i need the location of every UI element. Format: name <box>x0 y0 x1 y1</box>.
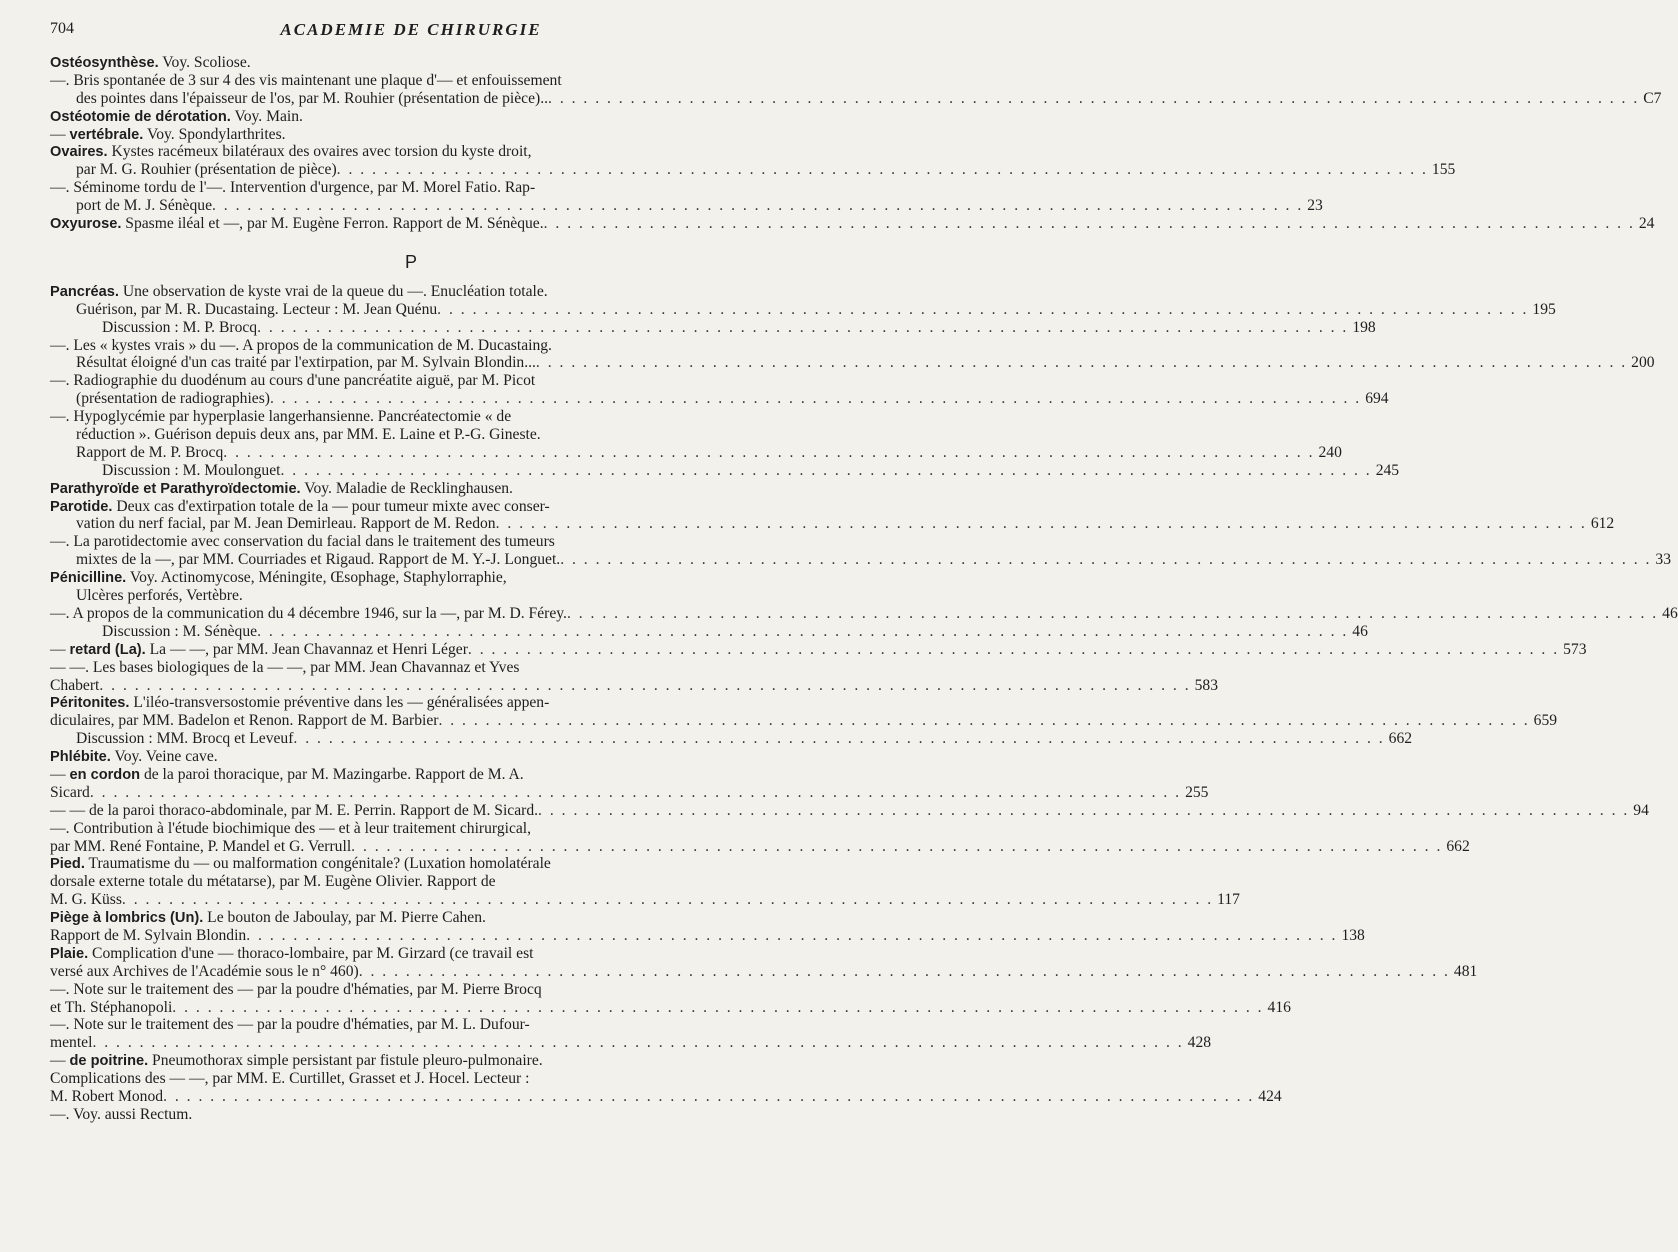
entry-text: diculaires, par MM. Badelon et Renon. Rapport de M. Barbier <box>50 712 439 730</box>
entry-text: Discussion : M. Sénèque <box>102 622 258 640</box>
page-reference: 138 <box>1341 926 1365 944</box>
index-line <box>50 72 772 90</box>
index-line <box>50 748 772 766</box>
page-reference: 694 <box>1365 390 1389 408</box>
entry-text: Chabert <box>50 676 100 694</box>
entry-text: Voy. Maladie de Recklinghausen. <box>300 479 513 497</box>
entry-headword: Parathyroïde et Parathyroïdectomie. <box>50 480 301 497</box>
entry-text: — —. Les bases biologiques de la — —, par MM. Jean Chavannaz et Yves <box>50 658 520 676</box>
index-line <box>50 126 772 144</box>
entry-text: Discussion : M. Moulonguet <box>102 461 281 479</box>
dot-leader <box>337 161 1428 179</box>
index-line <box>76 426 772 444</box>
index-line <box>50 1070 772 1088</box>
page-reference: 612 <box>1590 515 1615 533</box>
entry-text: Voy. Veine cave. <box>110 748 218 766</box>
dot-leader <box>122 891 1213 909</box>
entry-text: par MM. René Fontaine, P. Mandel et G. Verrull <box>50 837 352 855</box>
index-line <box>50 179 772 197</box>
index-line <box>76 443 1342 462</box>
entry-text: — — de la paroi thoraco-abdominale, par M. E. Perrin. Rapport de M. Sicard. <box>50 801 539 819</box>
index-line <box>50 962 1478 981</box>
entry-headword: de poitrine. <box>69 1053 149 1070</box>
entry-text: de la paroi thoracique, par M. Mazingarbe. Rapport de M. A. <box>140 765 524 783</box>
index-line <box>50 873 772 891</box>
index-line <box>50 1034 1212 1052</box>
page-reference: 481 <box>1453 962 1478 980</box>
dot-leader <box>270 390 1361 408</box>
index-line <box>50 498 772 516</box>
entry-text: —. Note sur le traitement des — par la poudre d'hématies, par M. L. Dufour- <box>50 1016 530 1034</box>
entry-text: par M. G. Rouhier (présentation de pièce) <box>76 161 337 179</box>
entry-headword: Ostéotomie de dérotation. <box>50 108 231 125</box>
entry-text: M. G. Küss <box>50 891 122 909</box>
index-line <box>50 855 772 873</box>
index-line <box>50 215 1655 233</box>
entry-text: —. Note sur le traitement des — par la poudre d'hématies, par M. Pierre Brocq <box>50 980 542 998</box>
index-line <box>50 283 772 301</box>
entry-text: mixtes de la —, par MM. Courriades et Rigaud. Rapport de M. Y.-J. Longuet. <box>76 551 561 569</box>
page-reference: 662 <box>1446 837 1470 855</box>
dot-leader <box>560 551 1651 569</box>
dot-leader <box>163 1088 1254 1106</box>
index-column <box>50 54 1678 1124</box>
entry-headword: Pied. <box>50 856 85 873</box>
entry-headword: Plaie. <box>50 945 89 962</box>
entry-text: port de M. J. Sénèque <box>76 197 212 215</box>
entry-headword: vertébrale. <box>69 126 144 143</box>
index-line <box>50 640 1587 659</box>
entry-text: réduction ». Guérison depuis deux ans, par MM. E. Laine et P.-G. Gineste. <box>76 426 541 444</box>
entry-text: Rapport de M. Sylvain Blondin <box>50 926 247 944</box>
index-line <box>76 551 1672 569</box>
entry-text: Kystes racémeux bilatéraux des ovaires avec torsion du kyste droit, <box>107 143 532 161</box>
dash-prefix: — <box>50 1052 70 1070</box>
index-line <box>50 891 1240 909</box>
entry-text: —. Séminome tordu de l'—. Intervention d'urgence, par M. Morel Fatio. Rap- <box>50 179 536 197</box>
entry-headword: Ostéosynthèse. <box>50 55 159 71</box>
entry-text: Voy. Actinomycose, Méningite, Œsophage, Staphylorraphie, <box>126 569 507 587</box>
entry-text: La — —, par MM. Jean Chavannaz et Henri Léger <box>145 640 468 658</box>
page-reference: 659 <box>1533 712 1558 730</box>
page-reference: 240 <box>1318 443 1342 461</box>
entry-text: Résultat éloigné d'un cas traité par l'extirpation, par M. Sylvain Blondin... <box>76 354 536 372</box>
index-line <box>50 712 1558 730</box>
index-line <box>50 1106 772 1124</box>
page-reference: 416 <box>1267 998 1291 1016</box>
entry-text: Discussion : M. P. Brocq <box>102 318 258 336</box>
entry-text: L'iléo-transversostomie préventive dans les — généralisées appen- <box>129 694 550 712</box>
entry-text: Voy. Scoliose. <box>158 54 251 71</box>
index-line <box>50 837 1470 856</box>
index-line <box>50 820 772 838</box>
dot-leader <box>438 712 1529 730</box>
dot-leader <box>538 802 1629 820</box>
dot-leader <box>548 90 1639 108</box>
dot-leader <box>99 677 1190 695</box>
dot-leader <box>468 641 1559 659</box>
dot-leader <box>172 999 1263 1017</box>
index-line <box>50 766 772 784</box>
entry-text: —. Bris spontanée de 3 sur 4 des vis maintenant une plaque d'— et enfouissement <box>50 71 562 89</box>
entry-text: M. Robert Monod <box>50 1087 164 1105</box>
index-line <box>102 318 1376 337</box>
dot-leader <box>246 927 1337 945</box>
page-reference: 573 <box>1563 640 1587 658</box>
index-line <box>50 694 772 712</box>
index-line <box>50 143 772 161</box>
index-line <box>50 945 772 963</box>
dot-leader <box>92 1034 1183 1052</box>
index-line <box>50 801 1649 820</box>
entry-text: vation du nerf facial, par M. Jean Demirleau. Rapport de M. Redon <box>76 515 496 533</box>
page-reference: 94 <box>1633 801 1649 819</box>
page-reference: 155 <box>1431 161 1456 179</box>
entry-text: —. A propos de la communication du 4 décembre 1946, sur la —, par M. D. Férey. <box>50 604 567 622</box>
dot-leader <box>212 197 1303 215</box>
entry-text: et Th. Stéphanopoli <box>50 998 173 1016</box>
page-header <box>50 20 772 44</box>
entry-text: Voy. Spondylarthrites. <box>143 125 286 143</box>
page-reference: 200 <box>1631 354 1655 372</box>
entry-text: des pointes dans l'épaisseur de l'os, par M. Rouhier (présentation de pièce).. <box>76 89 549 107</box>
running-title: ACADEMIE DE CHIRURGIE <box>280 20 542 39</box>
index-line <box>50 998 1291 1017</box>
entry-text: Ulcères perforés, Vertèbre. <box>76 587 243 605</box>
entry-headword: en cordon <box>69 766 141 783</box>
index-line <box>50 480 772 498</box>
entry-text: —. Les « kystes vrais » du —. A propos de la communication de M. Ducastaing. <box>50 336 552 354</box>
index-line <box>50 408 772 426</box>
index-line <box>50 1087 1282 1106</box>
dash-prefix: — <box>50 640 70 658</box>
page-reference: 33 <box>1655 551 1672 569</box>
index-line <box>76 300 1556 319</box>
index-line <box>50 659 772 677</box>
entry-text: Complication d'une — thoraco-lombaire, par M. Girzard (ce travail est <box>88 944 534 962</box>
index-line <box>50 54 772 72</box>
page-reference: 424 <box>1258 1087 1282 1105</box>
page-reference: 198 <box>1352 318 1376 336</box>
page-reference: 46 <box>1662 604 1678 622</box>
dash-prefix: — <box>50 765 70 783</box>
index-line <box>50 372 772 390</box>
index-entries-o <box>50 54 1662 233</box>
page-reference: 195 <box>1532 300 1556 318</box>
page-reference: 117 <box>1217 891 1240 909</box>
entry-text: —. Hypoglycémie par hyperplasie langerhansienne. Pancréatectomie « de <box>50 408 512 426</box>
entry-text: —. Radiographie du duodénum au cours d'une pancréatite aiguë, par M. Picot <box>50 372 536 390</box>
index-line <box>76 354 1655 372</box>
index-line <box>50 926 1365 945</box>
entry-headword: Péritonites. <box>50 695 130 712</box>
dot-leader <box>567 605 1658 623</box>
page-reference: 24 <box>1638 215 1655 233</box>
entry-text: Deux cas d'extirpation totale de la — pour tumeur mixte avec conser- <box>112 497 550 515</box>
entry-text: Le bouton de Jaboulay, par M. Pierre Cahen. <box>203 909 486 927</box>
index-line <box>76 89 1662 108</box>
index-line <box>50 783 1209 802</box>
dot-leader <box>293 730 1384 748</box>
entry-text: Complications des — —, par MM. E. Curtillet, Grasset et J. Hocel. Lecteur : <box>50 1070 530 1088</box>
index-line <box>50 533 772 551</box>
index-line <box>50 1016 772 1034</box>
index-line <box>50 108 772 126</box>
page-reference: 245 <box>1375 461 1400 479</box>
index-line <box>50 604 1678 623</box>
entry-text: —. La parotidectomie avec conservation du facial dans le traitement des tumeurs <box>50 533 555 551</box>
entry-text: Discussion : MM. Brocq et Leveuf <box>76 730 294 748</box>
index-line <box>50 337 772 355</box>
page-reference: 46 <box>1352 622 1368 640</box>
entry-text: —. Voy. aussi Rectum. <box>50 1105 193 1123</box>
entry-text: Une observation de kyste vrai de la queue du —. Enucléation totale. <box>118 282 548 300</box>
dot-leader <box>544 215 1635 233</box>
page-number: 704 <box>50 20 74 37</box>
index-line <box>76 197 1323 215</box>
index-line <box>50 569 772 587</box>
dot-leader <box>257 623 1348 641</box>
entry-headword: retard (La). <box>69 641 146 658</box>
index-entries-p <box>50 282 1678 1124</box>
entry-headword: Piège à lombrics (Un). <box>50 910 204 927</box>
dot-leader <box>257 319 1348 337</box>
entry-headword: Pénicilline. <box>50 570 127 587</box>
dot-leader <box>536 354 1627 372</box>
page-reference: 662 <box>1388 730 1413 748</box>
entry-headword: Pancréas. <box>50 283 119 300</box>
page-reference: 255 <box>1185 783 1209 801</box>
entry-headword: Oxyurose. <box>50 216 122 233</box>
index-line <box>76 730 1413 748</box>
entry-text: versé aux Archives de l'Académie sous le n° 460) <box>50 962 359 980</box>
entry-text: mentel <box>50 1034 93 1052</box>
index-line <box>50 676 1218 695</box>
dot-leader <box>437 301 1528 319</box>
entry-text: Traumatisme du — ou malformation congénitale? (Luxation homolatérale <box>84 855 551 873</box>
entry-text: Voy. Main. <box>230 107 303 125</box>
index-line <box>50 909 772 927</box>
dot-leader <box>359 963 1450 981</box>
index-line <box>76 515 1615 533</box>
entry-headword: Phlébite. <box>50 749 111 766</box>
dash-prefix: — <box>50 125 70 143</box>
entry-text: dorsale externe totale du métatarse), par M. Eugène Olivier. Rapport de <box>50 873 496 891</box>
dot-leader <box>496 515 1587 533</box>
entry-headword: Parotide. <box>50 498 113 515</box>
entry-text: Guérison, par M. R. Ducastaing. Lecteur : M. Jean Quénu <box>76 300 438 318</box>
entry-text: (présentation de radiographies) <box>76 390 270 408</box>
page-reference: 23 <box>1307 197 1323 215</box>
entry-text: Sicard <box>50 783 90 801</box>
index-line <box>102 622 1368 641</box>
index-line <box>50 1052 772 1070</box>
index-line <box>76 161 1456 179</box>
index-line <box>102 461 1400 480</box>
entry-text: Spasme iléal et —, par M. Eugène Ferron. Rapport de M. Sénèque. <box>121 215 544 233</box>
index-line <box>76 390 1389 408</box>
entry-text: Rapport de M. P. Brocq <box>76 443 224 461</box>
dot-leader <box>351 838 1442 856</box>
dot-leader <box>223 444 1314 462</box>
dot-leader <box>90 784 1181 802</box>
page-reference: 583 <box>1194 676 1218 694</box>
entry-text: Pneumothorax simple persistant par fistule pleuro-pulmonaire. <box>148 1052 543 1070</box>
page-reference: C7 <box>1643 89 1662 107</box>
index-line <box>76 587 772 605</box>
page-reference: 428 <box>1187 1034 1212 1052</box>
index-line <box>50 981 772 999</box>
entry-text: —. Contribution à l'étude biochimique des — et à leur traitement chirurgical, <box>50 819 532 837</box>
section-letter: P <box>404 251 417 272</box>
entry-headword: Ovaires. <box>50 144 108 161</box>
dot-leader <box>280 462 1371 480</box>
